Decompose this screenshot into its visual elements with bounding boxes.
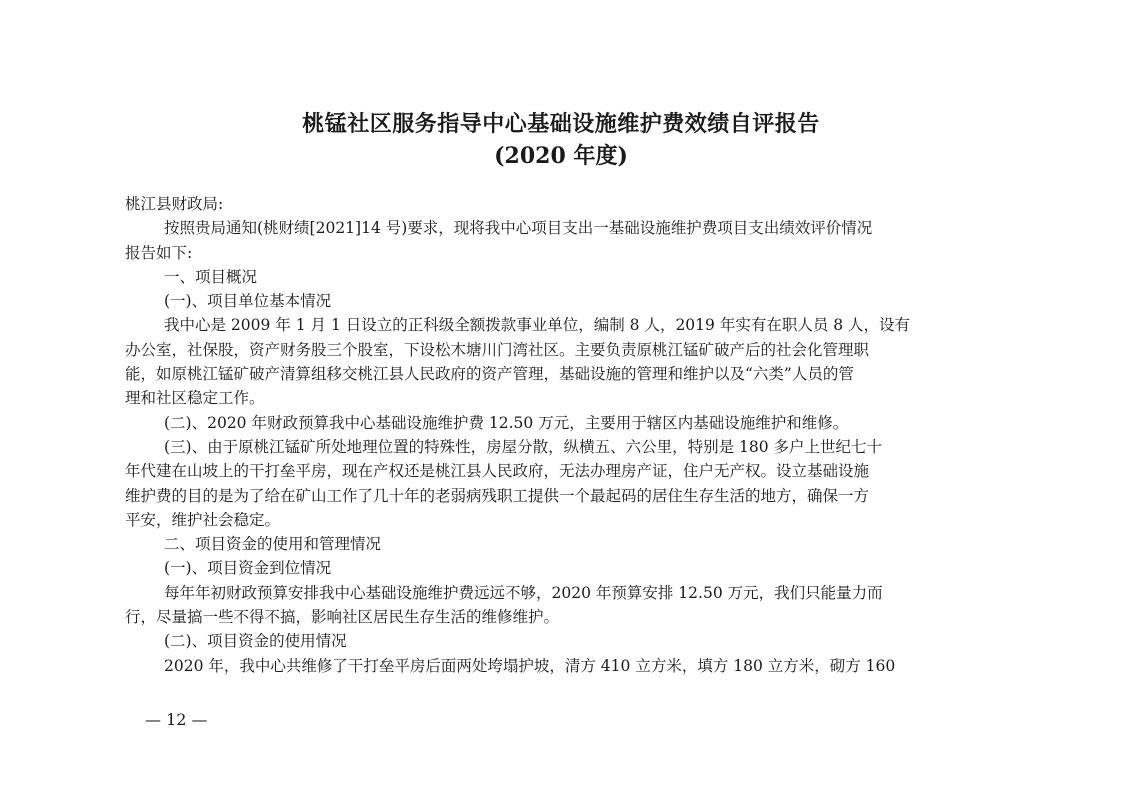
paragraph-line: 我中心是 2009 年 1 月 1 日设立的正科级全额拨款事业单位，编制 8 人，2019 年实有在职人员 8 人，设有 [164,316,911,335]
subsection-heading: (二)、项目资金的使用情况 [164,632,347,651]
section-heading: 一、项目概况 [164,267,258,286]
paragraph-line: 每年年初财政预算安排我中心基础设施维护费远远不够，2020 年预算安排 12.50 万元，我们只能量力而 [164,583,883,602]
section-heading: 二、项目资金的使用和管理情况 [164,535,382,554]
document-subtitle: (2020 年度) [494,143,628,169]
document-body [125,192,1025,678]
paragraph-line: 2020 年，我中心共维修了干打垒平房后面两处垮塌护坡，清方 410 立方米，填方 180 立方米，砌方 160 [164,656,896,675]
paragraph-line: 维护费的目的是为了给在矿山工作了几十年的老弱病残职工提供一个最起码的居住生存生活的地方，确保一方 [125,486,870,505]
paragraph-line: (二)、2020 年财政预算我中心基础设施维护费 12.50 万元，主要用于辖区内基础设施维护和维修。 [164,413,849,432]
addressee: 桃江县财政局: [125,195,224,213]
paragraph-line: 平安，维护社会稳定。 [125,510,281,529]
subsection-heading: (一)、项目单位基本情况 [164,292,332,311]
subsection-heading: (一)、项目资金到位情况 [164,559,332,578]
paragraph-line: 报告如下: [125,243,193,262]
paragraph-line: (三)、由于原桃江锰矿所处地理位置的特殊性，房屋分散，纵横五、六公里，特别是 180 多户上世纪七十 [164,437,883,456]
document-title: 桃锰社区服务指导中心基础设施维护费效绩自评报告 [302,111,820,137]
paragraph-line: 按照贵局通知(桃财绩[2021]14 号)要求，现将我中心项目支出一基础设施维护费项目支出绩效评价情况 [164,219,873,238]
paragraph-line: 理和社区稳定工作。 [125,389,265,408]
paragraph-line: 年代建在山坡上的干打垒平房，现在产权还是桃江县人民政府，无法办理房产证，住户无产权。设立基础设施 [125,462,870,481]
paragraph-line: 能，如原桃江锰矿破产清算组移交桃江县人民政府的资产管理，基础设施的管理和维护以及“六类”人员的管 [125,365,854,384]
paragraph-line: 办公室，社保股，资产财务股三个股室，下设松木塘川门湾社区。主要负责原桃江锰矿破产后的社会化管理职 [125,340,870,359]
page-number: — 12 — [145,710,208,729]
paragraph-line: 行，尽量搞一些不得不搞，影响社区居民生存生活的维修维护。 [125,608,560,627]
